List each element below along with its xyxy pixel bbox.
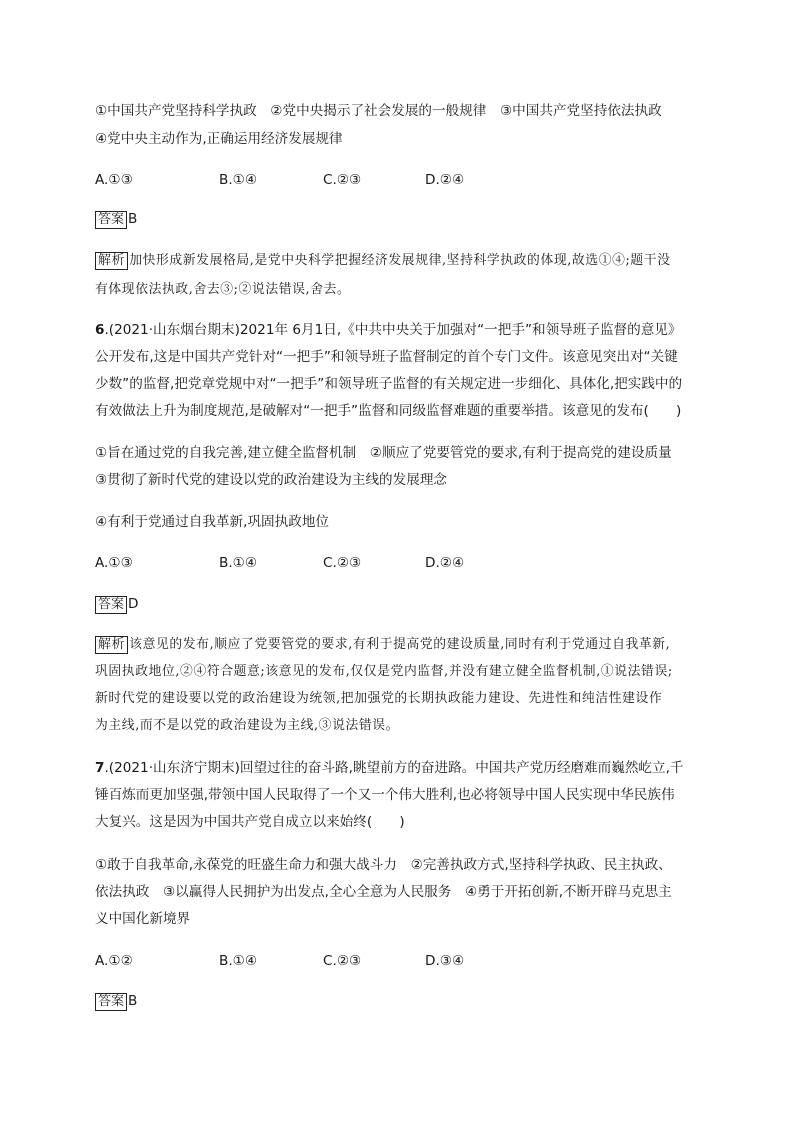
- q6-stem-line-1: [95, 320, 682, 340]
- q6-choice-b: B.①④: [219, 555, 258, 571]
- q5-analysis-line-2: 有体现依法执政,舍去③;②说法错误,舍去。: [95, 282, 351, 297]
- answer-value: D: [128, 596, 139, 612]
- q7-choice-d: D.③④: [425, 953, 465, 969]
- q7-answer: [95, 991, 137, 1011]
- analysis-text: 加快形成新发展格局,是党中央科学把握经济发展规律,坚持科学执政的体现,故选①④;题干没: [129, 253, 671, 268]
- q7-stem-line-1: [95, 758, 684, 778]
- question-number: 6: [95, 322, 105, 338]
- q6-stem-text: .(2021·山东烟台期末)2021年 6月1日,《中共中央关于加强对“一把手”和领导班子监督的意见》: [104, 322, 682, 338]
- q6-stem-line-4: 有效做法上升为制度规范,是破解对“一把手”监督和同级监督难题的重要举措。该意见的发布( ): [95, 403, 682, 419]
- q7-choice-a: A.①②: [95, 953, 133, 969]
- analysis-tag: 解析: [95, 636, 128, 654]
- q5-choice-d: D.②④: [425, 172, 465, 188]
- q7-stem-line-3: 大复兴。这是因为中国共产党自成立以来始终( ): [95, 814, 405, 830]
- q7-stem-line-2: 锤百炼而更加坚强,带领中国人民取得了一个又一个伟大胜利,也必将领导中国人民实现中华民族伟: [95, 787, 675, 803]
- q7-option-line-1: ①敢于自我革命,永葆党的旺盛生命力和强大战斗力 ②完善执政方式,坚持科学执政、民主执政、: [95, 857, 672, 873]
- q7-option-line-3: 义中国化新境界: [95, 911, 191, 927]
- q6-analysis-line-3: 新时代党的建设要以党的政治建设为统领,把加强党的长期执政能力建设、先进性和纯洁性建设作: [95, 691, 663, 706]
- q5-analysis-line-1: [95, 251, 671, 271]
- question-number: 7: [95, 760, 105, 776]
- q6-choice-d: D.②④: [425, 555, 465, 571]
- answer-tag: 答案: [95, 993, 127, 1011]
- answer-tag: 答案: [95, 596, 127, 614]
- answer-tag: 答案: [95, 211, 127, 229]
- q7-choice-b: B.①④: [219, 953, 258, 969]
- q7-stem-text: .(2021·山东济宁期末)回望过往的奋斗路,眺望前方的奋进路。中国共产党历经磨难而巍然屹立,千: [104, 760, 684, 776]
- q6-analysis-line-2: 巩固执政地位,②④符合题意;该意见的发布,仅仅是党内监督,并没有建立健全监督机制,①说法错误;: [95, 664, 673, 679]
- q6-analysis-line-4: 为主线,而不是以党的政治建设为主线,③说法错误。: [95, 718, 400, 733]
- analysis-text: 该意见的发布,顺应了党要管党的要求,有利于提高党的建设质量,同时有利于党通过自我革新,: [129, 637, 671, 652]
- q5-choice-a: A.①③: [95, 172, 133, 188]
- answer-value: B: [128, 211, 138, 227]
- q7-choice-c: C.②③: [323, 953, 362, 969]
- q6-option-line-2: ③贯彻了新时代党的建设以党的政治建设为主线的发展理念: [95, 472, 448, 488]
- q5-options-line-2: ④党中央主动作为,正确运用经济发展规律: [95, 131, 343, 147]
- q6-stem-line-3: 少数”的监督,把党章党规中对“一把手”和领导班子监督的有关规定进一步细化、具体化,把实践中的: [95, 376, 683, 392]
- q6-choice-a: A.①③: [95, 555, 133, 571]
- q6-option-line-3: ④有利于党通过自我革新,巩固执政地位: [95, 514, 330, 530]
- q6-analysis-line-1: [95, 635, 670, 655]
- analysis-tag: 解析: [95, 252, 128, 270]
- q6-choice-c: C.②③: [323, 555, 362, 571]
- q5-choice-b: B.①④: [219, 172, 258, 188]
- q5-choice-c: C.②③: [323, 172, 362, 188]
- q6-option-line-1: ①旨在通过党的自我完善,建立健全监督机制 ②顺应了党要管党的要求,有利于提高党的建设质量: [95, 445, 672, 461]
- q6-stem-line-2: 公开发布,这是中国共产党针对“一把手”和领导班子监督制定的首个专门文件。该意见突出对“关键: [95, 349, 678, 365]
- q7-option-line-2: 依法执政 ③以赢得人民拥护为出发点,全心全意为人民服务 ④勇于开拓创新,不断开辟马克思主: [95, 884, 672, 900]
- q5-answer: [95, 209, 137, 229]
- q6-answer: [95, 594, 138, 614]
- answer-value: B: [128, 993, 138, 1009]
- q5-options-line-1: ①中国共产党坚持科学执政 ②党中央揭示了社会发展的一般规律 ③中国共产党坚持依法执政: [95, 103, 662, 119]
